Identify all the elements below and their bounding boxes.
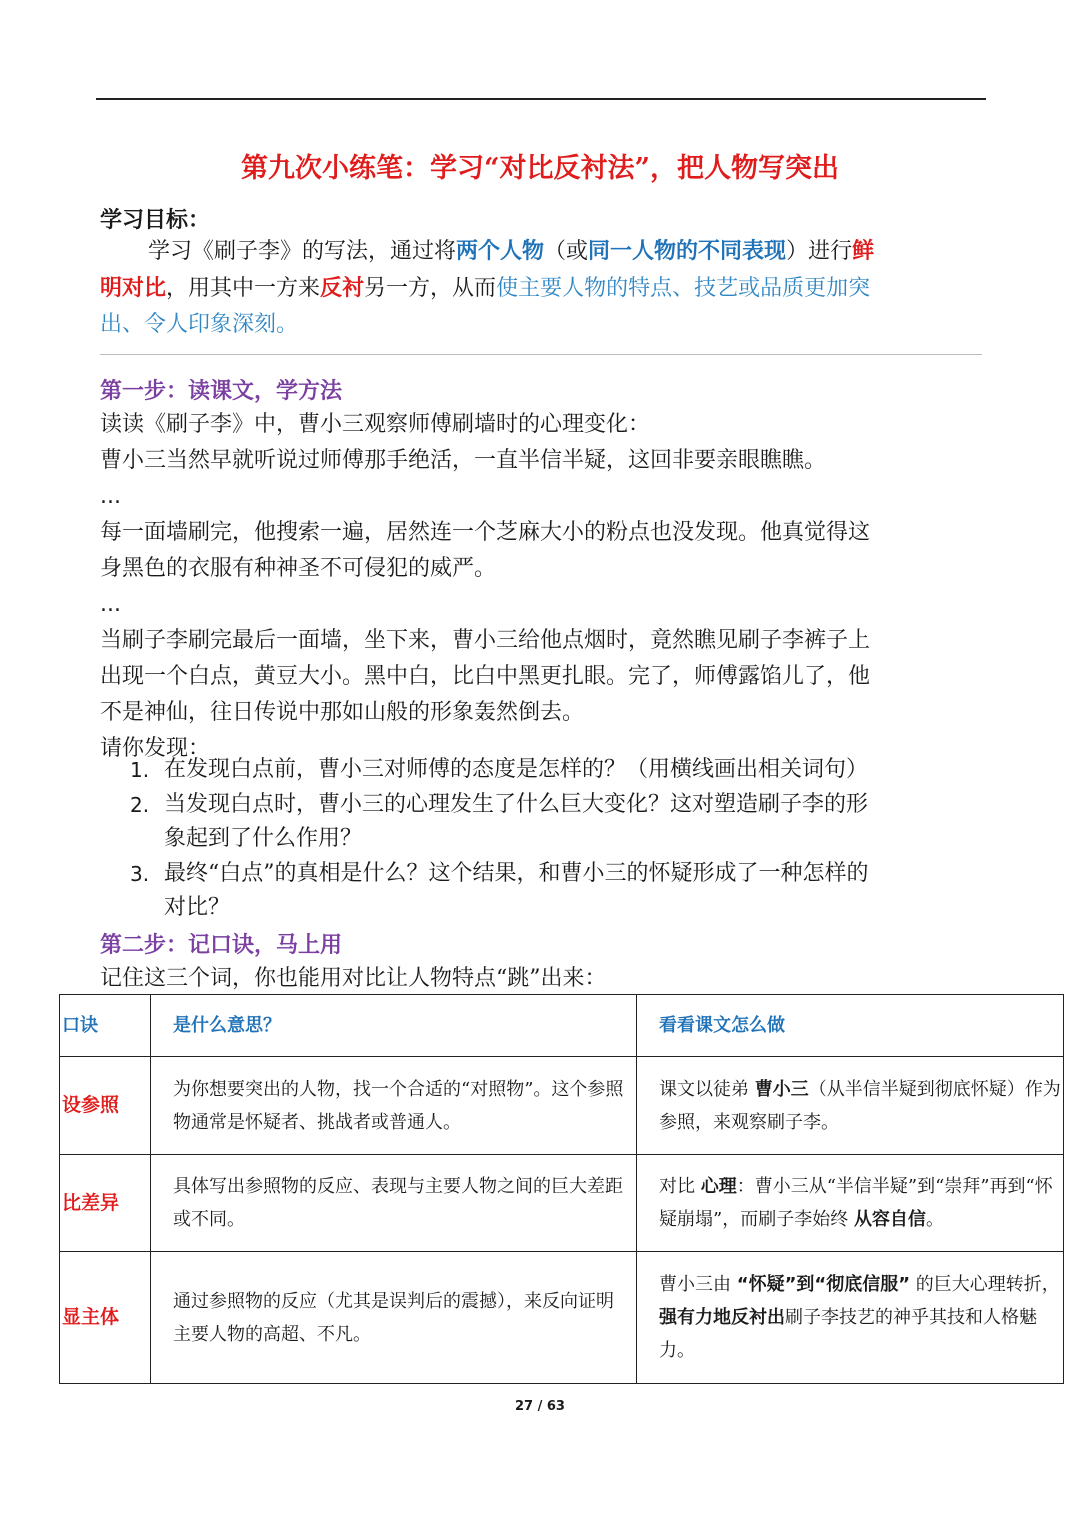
- example-text: ：曹小三从“半信半疑”到“崇拜”再到“怀疑崩塌”，而刷子李始终: [659, 1176, 1053, 1230]
- question-line: 当发现白点时，曹小三的心理发生了什么巨大变化？这对塑造刷子李的形: [164, 792, 869, 817]
- row-meaning: 具体写出参照物的反应、表现与主要人物之间的巨大差距或不同。: [151, 1155, 637, 1252]
- question-line: 对比？: [164, 895, 231, 920]
- goal-emphasis: 同一人物的不同表现: [588, 238, 787, 264]
- row-example: [637, 1057, 1064, 1155]
- example-text: 曹小三由: [659, 1274, 737, 1295]
- goal-line-1: [100, 233, 985, 270]
- goal-heading: 学习目标：: [100, 207, 211, 233]
- row-meaning: 为你想要突出的人物，找一个合适的“对照物”。这个参照物通常是怀疑者、挑战者或普通人。: [151, 1057, 637, 1155]
- question-number: 2.: [130, 793, 150, 817]
- goal-text: 另一方，从而: [364, 276, 497, 301]
- question-text: [164, 857, 984, 925]
- row-example: [637, 1155, 1064, 1252]
- example-text: 。: [925, 1209, 944, 1230]
- step2-intro: 记住这三个词，你也能用对比让人物特点“跳”出来：: [100, 966, 607, 991]
- goal-text: ）进行: [786, 239, 853, 264]
- example-bold: “怀疑”到“彻底信服”: [736, 1274, 911, 1295]
- example-text: 课文以徒弟: [659, 1078, 755, 1100]
- goal-emphasis: 明对比: [100, 275, 167, 301]
- mnemonic-table: [59, 994, 1064, 1384]
- column-header: 看看课文怎么做: [659, 1015, 785, 1036]
- example-text: 的巨大心理转折，: [910, 1274, 1060, 1295]
- example-bold: 心理: [700, 1176, 737, 1197]
- step2-heading: 第二步：记口诀，马上用: [100, 932, 343, 958]
- example-text: 对比: [659, 1176, 701, 1197]
- row-example: [637, 1252, 1064, 1384]
- example-bold: 曹小三: [754, 1078, 809, 1100]
- goal-text: （或: [544, 239, 589, 264]
- question-line: 象起到了什么作用？: [164, 826, 363, 851]
- question-text: [164, 788, 984, 856]
- step1-heading: 第一步：读课文，学方法: [100, 378, 343, 404]
- goal-emphasis: 反衬: [320, 275, 365, 301]
- quote-line: 曹小三当然早就听说过师傅那手绝活，一直半信半疑，这回非要亲眼瞧瞧。: [100, 448, 827, 473]
- table-row: [60, 1155, 1064, 1252]
- goal-line-2: [100, 270, 985, 307]
- table-row: [60, 1057, 1064, 1155]
- column-header: 口诀: [62, 1015, 98, 1036]
- goal-emphasis: 鲜: [852, 238, 875, 264]
- ellipsis: ...: [100, 592, 121, 617]
- goal-emphasis: 两个人物: [456, 238, 545, 264]
- table-row: [60, 1252, 1064, 1384]
- goal-paragraph: [100, 233, 985, 343]
- row-meaning: 通过参照物的反应（尤其是误判后的震撼），来反向证明主要人物的高超、不凡。: [151, 1252, 637, 1384]
- ellipsis: ...: [100, 484, 121, 509]
- example-text: （从半信半疑到彻底怀疑）作为参照，来观察刷子李。: [659, 1078, 1061, 1133]
- step1-body: [100, 407, 985, 767]
- row-key: 设参照: [62, 1094, 120, 1116]
- question-text: 在发现白点前，曹小三对师傅的态度是怎样的？（用横线画出相关词句）: [164, 757, 869, 782]
- discover-prompt: 请你发现：: [100, 736, 211, 761]
- goal-emphasis: 使主要人物的特点、技艺或品质更加突: [496, 276, 871, 301]
- goal-text: 学习《刷子李》的写法，通过将: [148, 239, 457, 264]
- question-number: 1.: [130, 758, 150, 782]
- step1-intro: 读读《刷子李》中，曹小三观察师傅刷墙时的心理变化：: [100, 412, 651, 437]
- row-key: 比差异: [62, 1191, 120, 1214]
- section-divider: [100, 354, 982, 355]
- row-key: 显主体: [62, 1306, 120, 1328]
- question-number: 3.: [130, 862, 150, 886]
- quote-line: 当刷子李刷完最后一面墙，坐下来，曹小三给他点烟时，竟然瞧见刷子李裤子上: [100, 628, 871, 653]
- quote-line: 身黑色的衣服有种神圣不可侵犯的威严。: [100, 556, 497, 581]
- header-rule: [96, 98, 986, 100]
- page-title: 第九次小练笔：学习“对比反衬法”，把人物写突出: [240, 153, 840, 184]
- goal-emphasis: 出、令人印象深刻。: [100, 312, 299, 337]
- column-header: 是什么意思？: [173, 1015, 281, 1036]
- table-header-row: [60, 995, 1064, 1057]
- example-bold: 强有力地反衬出: [659, 1307, 785, 1328]
- example-text: 刷子李技艺的神乎其技和人格魅力。: [659, 1307, 1037, 1361]
- goal-line-3: [100, 307, 985, 343]
- page-number: 27 / 63: [515, 1399, 565, 1414]
- quote-line: 不是神仙，往日传说中那如山般的形象轰然倒去。: [100, 700, 585, 725]
- quote-line: 出现一个白点，黄豆大小。黑中白，比白中黑更扎眼。完了，师傅露馅儿了，他: [100, 664, 871, 689]
- goal-text: ，用其中一方来: [166, 276, 321, 301]
- quote-line: 每一面墙刷完，他搜索一遍，居然连一个芝麻大小的粉点也没发现。他真觉得这: [100, 520, 871, 545]
- question-line: 最终“白点”的真相是什么？这个结果，和曹小三的怀疑形成了一种怎样的: [164, 861, 869, 886]
- example-bold: 从容自信: [853, 1209, 926, 1230]
